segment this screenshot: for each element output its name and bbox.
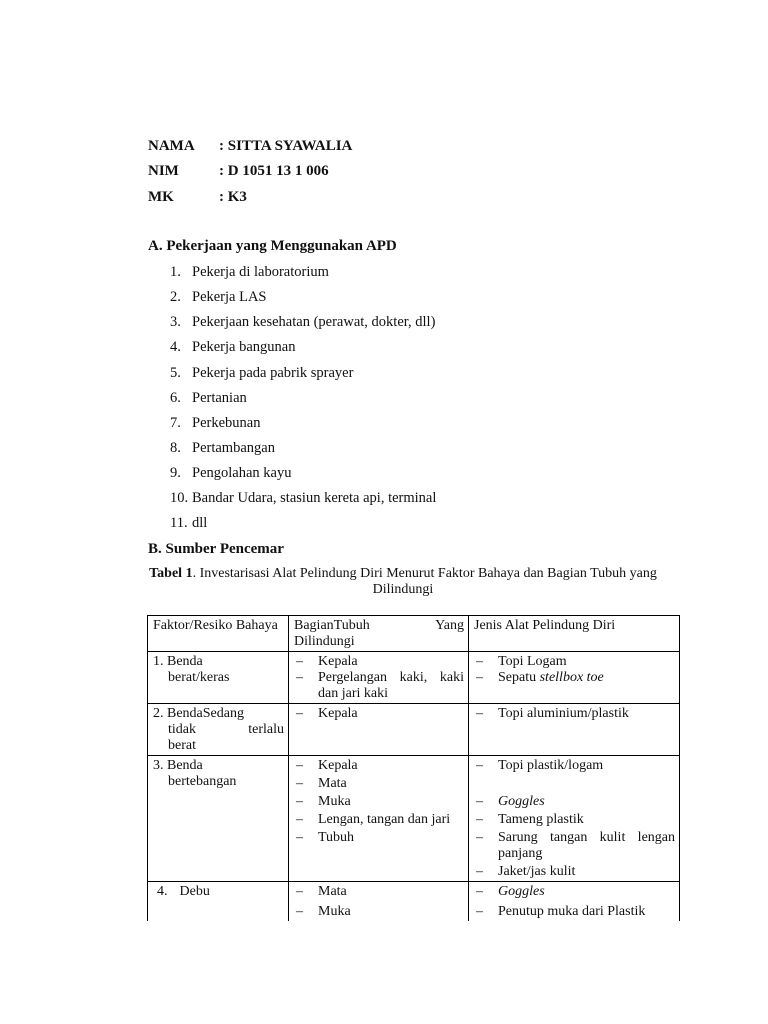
list-item: 4. Pekerja bangunan (170, 339, 296, 355)
nim-label: NIM (148, 163, 179, 179)
caption-text: . Investarisasi Alat Pelindung Diri Menurut Faktor Bahaya dan Bagian Tubuh yang Dilindungi (192, 566, 657, 597)
list-item: 10. Bandar Udara, stasiun kereta api, terminal (170, 490, 437, 506)
header-cell: BagianTubuh Yang Dilindungi (289, 616, 469, 652)
table-cell: – Goggles – Penutup muka dari Plastik (469, 882, 680, 922)
nama-label: NAMA (148, 138, 195, 154)
list-item: 3. Pekerjaan kesehatan (perawat, dokter, dll) (170, 314, 436, 330)
table-cell: – Kepala (289, 704, 469, 756)
header-cell: Faktor/Resiko Bahaya (148, 616, 289, 652)
nim-value: : D 1051 13 1 006 (219, 163, 329, 179)
table-header-row (148, 616, 680, 652)
table-row (148, 704, 680, 756)
list-item: 9. Pengolahan kayu (170, 465, 292, 481)
table-row (148, 882, 680, 922)
list-item: 6. Pertanian (170, 390, 247, 406)
section-b-heading: B. Sumber Pencemar (148, 541, 284, 557)
table-row (148, 756, 680, 882)
list-item: 8. Pertambangan (170, 440, 275, 456)
table-cell: 4. Debu (148, 882, 289, 922)
table-cell: – Topi plastik/logam – Goggles – Tameng plastik – Sarung tangan kulit lengan panjang – Jaket/jas kulit (469, 756, 680, 882)
mk-value: : K3 (219, 189, 247, 205)
list-item: 11. dll (170, 515, 208, 531)
apd-table (147, 615, 680, 921)
table-cell: 2. BendaSedang tidak terlalu berat (148, 704, 289, 756)
table-cell: – Topi aluminium/plastik (469, 704, 680, 756)
table-cell: – Topi Logam – Sepatu stellbox toe (469, 652, 680, 704)
nama-value: : SITTA SYAWALIA (219, 138, 353, 154)
list-item: 7. Perkebunan (170, 415, 261, 431)
table-cell: 1. Benda berat/keras (148, 652, 289, 704)
table-cell: – Kepala – Mata – Muka – Lengan, tangan dan jari – Tubuh (289, 756, 469, 882)
table-cell: – Mata – Muka (289, 882, 469, 922)
table-cell: – Kepala – Pergelangan kaki, kaki dan jari kaki (289, 652, 469, 704)
list-item: 2. Pekerja LAS (170, 289, 267, 305)
list-item: 1. Pekerja di laboratorium (170, 264, 329, 280)
mk-label: MK (148, 189, 174, 205)
table-cell: 3. Benda bertebangan (148, 756, 289, 882)
caption-label: Tabel 1 (149, 566, 193, 581)
table-row (148, 652, 680, 704)
section-a-heading: A. Pekerjaan yang Menggunakan APD (148, 238, 397, 254)
list-item: 5. Pekerja pada pabrik sprayer (170, 365, 354, 381)
header-cell: Jenis Alat Pelindung Diri (469, 616, 680, 652)
table-caption (148, 566, 658, 598)
